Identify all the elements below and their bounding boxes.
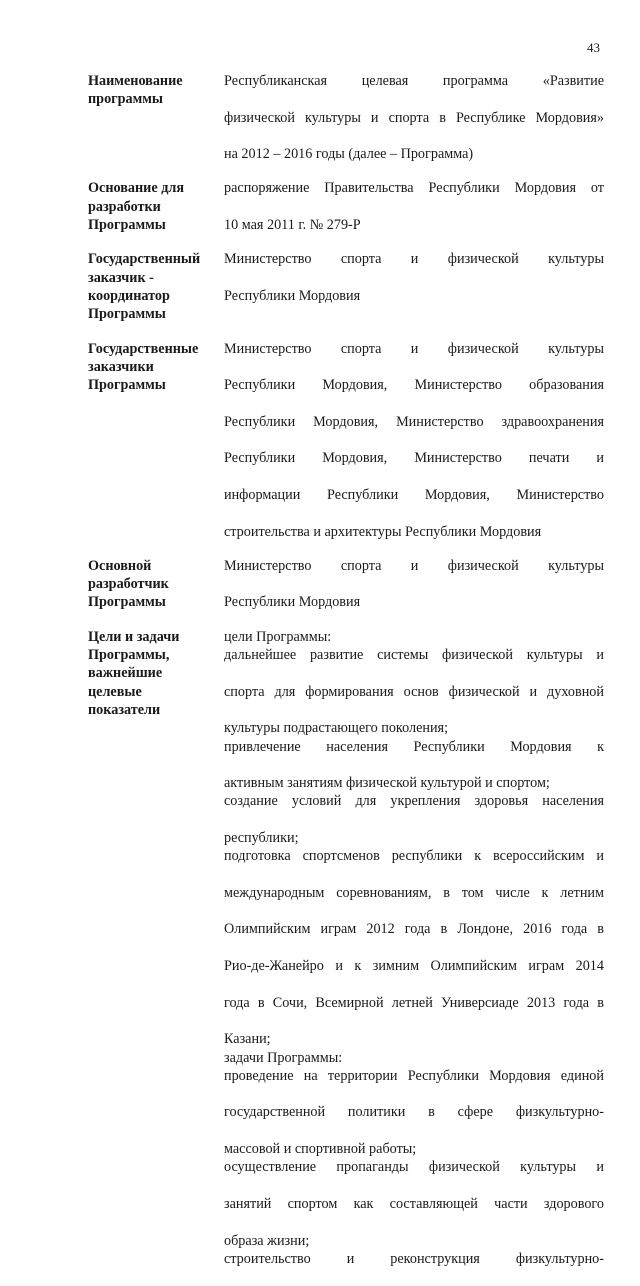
label-state-customer-coordinator: Государственный заказчик - координатор Программы xyxy=(88,251,201,323)
label-goals-and-tasks: Цели и задачи Программы, важнейшие целевые показатели xyxy=(88,628,180,718)
value-state-customers: Министерство спорта и физической культуры Республики Мордовия, Министерство образования Республики Мордовия, Министерство здравоохранения Республики Мордовия, Министерство печати и информации Республики Мордовия, Министерство строительства и архитектуры Республики Мордовия xyxy=(224,340,604,540)
program-passport-table xyxy=(88,72,604,1286)
label-state-customers: Государственные заказчики Программы xyxy=(88,340,199,394)
row-main-developer xyxy=(88,557,604,612)
row-basis xyxy=(88,179,604,234)
row-state-customers xyxy=(88,340,604,541)
value-main-developer: Министерство спорта и физической культуры Республики Мордовия xyxy=(224,557,604,611)
page-number: 43 xyxy=(587,40,600,55)
row-state-customer-coordinator xyxy=(88,250,604,323)
row-goals-and-tasks xyxy=(88,628,604,1286)
value-state-customer-coordinator: Министерство спорта и физической культуры Республики Мордовия xyxy=(224,251,604,304)
label-main-developer: Основной разработчик Программы xyxy=(88,557,169,611)
value-goals-and-tasks: цели Программы: дальнейшее развитие системы физической культуры и спорта для формирования основ физической и духовной культуры подрастающего поколения; привлечение населения Республики Мордовия к активным занятиям физической культурой и спортом; создание условий для укрепления здоровья населения республики; подготовка спортсменов республики к всероссийским и международным соревнованиям, в том числе к летним Олимпийским играм 2012 года в Лондоне, 2016 года в Рио-де-Жанейро и к зимним Олимпийским играм 2014 года в Сочи, Всемирной летней Универсиаде 2013 года в Казани; задачи Программы: проведение на территории Республики Мордовия единой государственной политики в сфере физкультурно- массовой и спортивной работы; осуществление пропаганды физической культуры и занятий спортом как составляющей части здорового образа жизни; строительство и реконструкция физкультурно- xyxy=(224,628,604,1267)
value-program-name: Республиканская целевая программа «Развитие физической культуры и спорта в Республике Мордовия» на 2012 – 2016 годы (далее – Программа) xyxy=(224,73,604,163)
label-basis: Основание для разработки Программы xyxy=(88,180,185,234)
value-basis: распоряжение Правительства Республики Мордовия от 10 мая 2011 г. № 279-Р xyxy=(224,180,604,234)
label-program-name: Наименование программы xyxy=(88,73,183,108)
row-program-name xyxy=(88,72,604,163)
